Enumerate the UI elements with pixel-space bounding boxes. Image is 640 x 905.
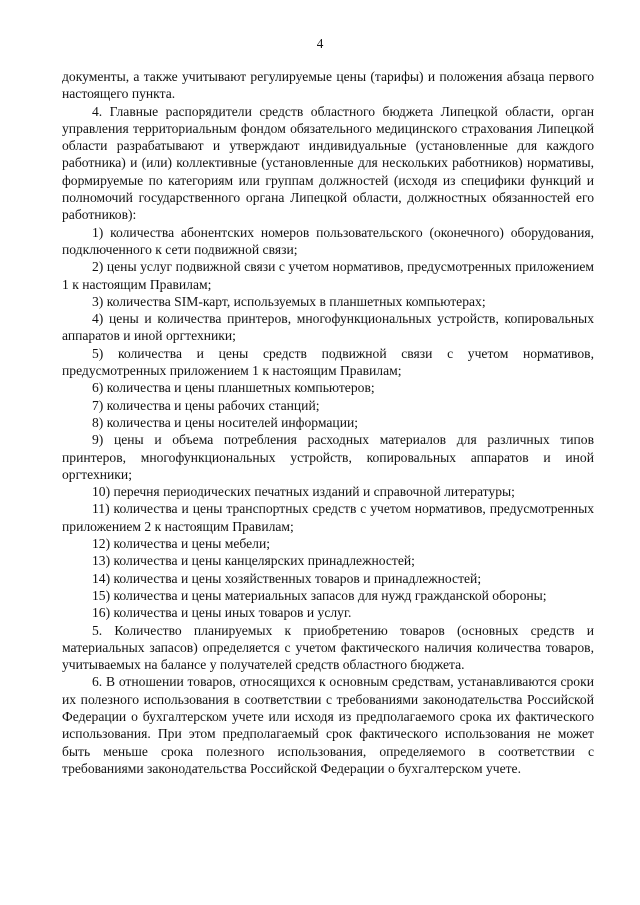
paragraph-item-5: 5. Количество планируемых к приобретению товаров (основных средств и материальных запасов) определяется с учетом фактического наличия количества товаров, учитываемых на балансе у получателей средств областного бюджета. bbox=[62, 622, 594, 673]
list-item: 13) количества и цены канцелярских принадлежностей; bbox=[92, 553, 415, 569]
list-item: 5) количества и цены средств подвижной связи с учетом нормативов, предусмотренных приложением 1 к настоящим Правилам; bbox=[62, 345, 594, 379]
page-number: 4 bbox=[316, 36, 324, 51]
list-item: 7) количества и цены рабочих станций; bbox=[92, 397, 320, 413]
list-item: 2) цены услуг подвижной связи с учетом нормативов, предусмотренных приложением 1 к настоящим Правилам; bbox=[62, 259, 594, 292]
list-item: 12) количества и цены мебели; bbox=[92, 536, 270, 552]
list-item: 15) количества и цены материальных запасов для нужд гражданской обороны; bbox=[92, 587, 547, 603]
list-item: 11) количества и цены транспортных средств с учетом нормативов, предусмотренных приложением 2 к настоящим Правилам; bbox=[62, 501, 594, 534]
list-item: 10) перечня периодических печатных изданий и справочной литературы; bbox=[92, 484, 515, 500]
list-item: 6) количества и цены планшетных компьютеров; bbox=[92, 380, 375, 396]
list-item: 14) количества и цены хозяйственных товаров и принадлежностей; bbox=[92, 570, 482, 586]
paragraph-item-6: 6. В отношении товаров, относящихся к основным средствам, устанавливаются сроки их полезного использования в соответствии с требованиями законодательства Российской Федерации о бухгалтерском учете или исходя из предполагаемого срока их фактического использования. При этом предполагаемый срок фактического использования не может быть меньше срока полезного использования, определяемого в соответствии с требованиями законодательства Российской Федерации о бухгалтерском учете. bbox=[62, 674, 594, 776]
list-item: 9) цены и объема потребления расходных материалов для различных типов принтеров, многофункциональных устройств, копировальных аппаратов и иной оргтехники; bbox=[62, 432, 594, 482]
list-item: 16) количества и цены иных товаров и услуг. bbox=[92, 605, 352, 621]
list-item: 8) количества и цены носителей информации; bbox=[92, 414, 359, 430]
document-body bbox=[62, 68, 594, 777]
list-item: 4) цены и количества принтеров, многофункциональных устройств, копировальных аппаратов и иной оргтехники; bbox=[62, 311, 594, 344]
list-item: 3) количества SIM-карт, используемых в планшетных компьютерах; bbox=[92, 293, 486, 309]
list-item: 1) количества абонентских номеров пользовательского (оконечного) оборудования, подключенного к сети подвижной связи; bbox=[62, 224, 594, 257]
paragraph-item-4: 4. Главные распорядители средств областного бюджета Липецкой области, орган управления территориальным фондом обязательного медицинского страхования Липецкой области разрабатывают и утверждают индивидуальные (установленные для каждого работника) и (или) коллективные (установленные для нескольких работников) нормативы, формируемые по категориям или группам должностей (исходя из специфики функций и полномочий государственного органа Липецкой области, должностных обязанностей его работников): bbox=[62, 103, 594, 223]
paragraph-continuation: документы, а также учитывают регулируемые цены (тарифы) и положения абзаца первого настоящего пункта. bbox=[62, 69, 594, 102]
